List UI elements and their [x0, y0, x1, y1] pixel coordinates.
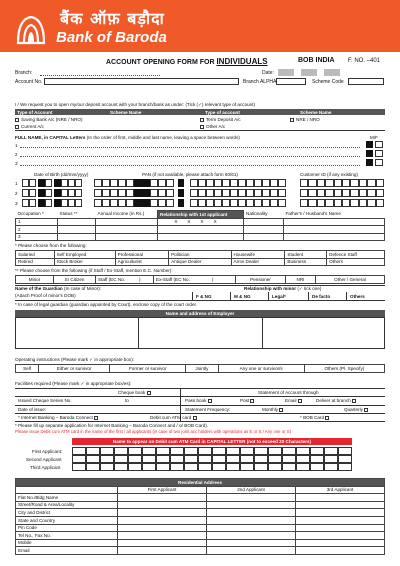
- gender-box-1[interactable]: [366, 141, 373, 148]
- residential-cell[interactable]: [296, 509, 385, 517]
- status-option-staff[interactable]: Staff (EC No. ): [96, 276, 154, 284]
- branch-alpha-label: Branch ALPHA: [243, 79, 277, 85]
- residential-cell[interactable]: [296, 532, 385, 540]
- relationship-marks: XXXX: [158, 218, 244, 226]
- operating-options-table: [15, 364, 385, 373]
- gender-box-2b[interactable]: [375, 150, 383, 157]
- status-option-nri[interactable]: NRI: [286, 276, 316, 284]
- occupation-option[interactable]: Retired: [16, 258, 55, 266]
- occupation-option[interactable]: Defence Staff: [327, 251, 385, 259]
- occupation-option[interactable]: Antique Dealer: [169, 258, 231, 266]
- residential-row-label: Flat No./Bldg Name: [16, 494, 118, 502]
- occupation-header: Occupation *: [17, 211, 44, 217]
- residential-row-label: Tel No., Fax No.: [16, 532, 118, 540]
- other-account-checkbox[interactable]: [200, 125, 204, 129]
- occupation-option[interactable]: Agriculturist: [115, 258, 168, 266]
- occupation-option[interactable]: Housewife: [231, 251, 285, 259]
- occupation-option[interactable]: Business: [285, 258, 327, 266]
- occupation-row-num: 1: [16, 218, 58, 226]
- gender-box-3b[interactable]: [375, 159, 383, 166]
- separate-application-note: * Please fill up separate application for Internet Banking – Baroda Connect and / or BOB Card).: [15, 423, 209, 428]
- residential-second: 2nd Applicant: [207, 486, 296, 494]
- occupation-option[interactable]: Student: [285, 251, 327, 259]
- dob-row-num: 2: [15, 191, 18, 196]
- residential-cell[interactable]: [207, 532, 296, 540]
- residential-cell[interactable]: [207, 494, 296, 502]
- residential-row: [16, 532, 385, 540]
- status-options-table: [15, 275, 385, 284]
- residential-cell[interactable]: [118, 547, 207, 555]
- deliver-branch-option[interactable]: Deliver at branch: [316, 398, 358, 403]
- cheque-series-to: to: [125, 398, 129, 403]
- residential-row-label: Mobile: [16, 539, 118, 547]
- residential-cell[interactable]: [118, 532, 207, 540]
- residential-row: [16, 539, 385, 547]
- customer-id-label: Customer ID (if any existing): [300, 172, 358, 177]
- debit-card-issue-note: Please issue Debit cum ATM card in the name of the first / all applicants (in case of two joint acc holders with operations as E or S / Any one or S): [15, 429, 292, 434]
- guardian-relationship-option[interactable]: M & NG: [234, 293, 251, 299]
- residential-row-label: State and Country: [16, 516, 118, 524]
- residential-cell[interactable]: [207, 539, 296, 547]
- residential-cell[interactable]: [207, 501, 296, 509]
- form-number: F. NO. –401: [348, 58, 381, 64]
- bob-card-option[interactable]: * BOB Card: [300, 415, 331, 420]
- income-header: Annual Income (in Rs.): [97, 211, 145, 217]
- current-account-option[interactable]: Current A/c: [15, 124, 44, 129]
- residential-cell[interactable]: [296, 539, 385, 547]
- email-checkbox[interactable]: [298, 399, 302, 403]
- country-code: BOB INDIA: [298, 57, 335, 64]
- residential-row-label: City and District: [16, 509, 118, 517]
- occupation-option[interactable]: Politician: [169, 251, 231, 259]
- other-account-option[interactable]: Other A/c: [200, 124, 225, 129]
- guardian-relationship-option[interactable]: Others: [350, 293, 365, 299]
- scheme-code-label: Scheme Code: [312, 79, 344, 85]
- residential-cell[interactable]: [207, 524, 296, 532]
- fullname-label: FULL NAME, in CAPITAL Letters (In the order of first, middle and last name, leaving a space between words): [15, 135, 240, 140]
- residential-cell[interactable]: [296, 547, 385, 555]
- pass-book-option[interactable]: Pass book: [185, 398, 214, 403]
- operating-option[interactable]: Others (Pl. Specify): [304, 365, 384, 373]
- term-deposit-checkbox[interactable]: [200, 118, 204, 122]
- scheme-code-field[interactable]: [348, 78, 384, 85]
- monthly-option[interactable]: Monthly: [262, 407, 285, 412]
- bank-logo-icon: [14, 13, 48, 47]
- term-deposit-option[interactable]: Term Deposit A/c: [200, 117, 241, 122]
- status-header: Status **: [59, 211, 78, 217]
- residential-cell[interactable]: [207, 516, 296, 524]
- pan-label: PAN (if not available, please attach form 60/61): [142, 172, 238, 177]
- request-text: I / We request you to open my/our deposit account with your branch/bank as under: (Tick (✓) relevant type of account): [15, 102, 256, 107]
- debit-card-option[interactable]: Debit cum ATM card: [150, 415, 199, 420]
- occupation-option[interactable]: Arms Dealer: [231, 258, 285, 266]
- nre-nro-option[interactable]: NRE / NRO: [290, 117, 320, 122]
- residential-row: [16, 516, 385, 524]
- savings-checkbox[interactable]: [15, 118, 19, 122]
- bank-name-hindi: बैंक ऑफ़ बड़ौदा: [60, 9, 165, 28]
- guardian-label: Name of the Guardian (In case of Minor):: [15, 286, 102, 291]
- date-year-field[interactable]: [324, 69, 340, 76]
- branch-alpha-field[interactable]: [276, 78, 306, 85]
- type-of-account-header-2: Type of account: [205, 109, 240, 115]
- occupation-row-num: 3: [16, 233, 58, 241]
- residential-cell[interactable]: [118, 524, 207, 532]
- mf-label: M/F: [370, 135, 378, 140]
- residential-cell[interactable]: [296, 524, 385, 532]
- residential-row: [16, 494, 385, 502]
- branch-label: Branch:: [15, 70, 33, 76]
- email-option[interactable]: Email: [285, 398, 304, 403]
- cheque-book-checkbox[interactable]: [147, 391, 151, 395]
- form-title: ACCOUNT OPENING FORM FOR INDIVIDUALS: [106, 57, 268, 66]
- occupation-option[interactable]: Stock Broker: [54, 258, 115, 266]
- status-option-sr-citizen[interactable]: Sr Citizen: [54, 276, 96, 284]
- operating-option[interactable]: Jointly: [186, 365, 218, 373]
- residential-row-label: Street/Road & Area/Locality: [16, 501, 118, 509]
- savings-account-option[interactable]: Saving Bank A/c (NRE / NRO): [15, 117, 83, 122]
- statement-label: Statement of Account through: [258, 390, 319, 395]
- residential-row-label: Email: [16, 547, 118, 555]
- operating-option[interactable]: Any one or survivor/s: [218, 365, 304, 373]
- status-option-minor[interactable]: Minor: [16, 276, 54, 284]
- cheque-series-label: Issued Cheque Series No.: [18, 398, 72, 403]
- residential-cell[interactable]: [118, 501, 207, 509]
- status-choose-label: ** Please choose from the following (if Staff / Ex-Staff, mention E.C. Number):: [15, 268, 173, 273]
- residential-first: First Applicant: [118, 486, 207, 494]
- status-option-pensioner[interactable]: Pensioner: [236, 276, 286, 284]
- cheque-book-option[interactable]: Cheque book: [118, 390, 153, 395]
- residential-row: [16, 547, 385, 555]
- relationship-minor-label: Relationship with minor (✓ tick one): [244, 286, 322, 291]
- residential-header: Residential Address: [16, 479, 385, 487]
- residential-corner: [16, 486, 118, 494]
- occupation-table: [15, 210, 385, 241]
- fullname-row-num: 3: [15, 161, 18, 166]
- residential-row: [16, 501, 385, 509]
- residential-cell[interactable]: [207, 547, 296, 555]
- residential-cell[interactable]: [296, 516, 385, 524]
- bank-name: Bank of Baroda: [56, 29, 167, 46]
- attach-proof-label: (Attach Proof of minor's DOB): [15, 293, 76, 298]
- operating-label: Operating instructions (Please mark ✓ in appropriate box):: [15, 357, 135, 362]
- dob-label: Date of Birth (dd/mm/yyyy): [34, 172, 89, 177]
- debit-card-checkbox[interactable]: [193, 416, 197, 420]
- occupation-row-num: 2: [16, 226, 58, 234]
- residential-row: [16, 509, 385, 517]
- account-no-label: Account No.: [15, 79, 43, 85]
- occupation-option[interactable]: Self Employed: [54, 251, 115, 259]
- post-option[interactable]: Post: [240, 398, 256, 403]
- atm-third-label: Third Applicant: [30, 465, 61, 470]
- residential-address-table: [15, 478, 385, 555]
- operating-option[interactable]: Former or survivor: [110, 365, 186, 373]
- atm-first-label: First Applicant:: [32, 449, 63, 454]
- dob-row-num: 3: [15, 201, 18, 206]
- residential-cell[interactable]: [207, 509, 296, 517]
- current-checkbox[interactable]: [15, 125, 19, 129]
- quarterly-checkbox[interactable]: [364, 408, 368, 412]
- occupation-option[interactable]: Salaried: [16, 251, 55, 259]
- nre-nro-checkbox[interactable]: [290, 118, 294, 122]
- gender-box-2[interactable]: [366, 150, 373, 157]
- residential-cell[interactable]: [296, 501, 385, 509]
- employer-header: Name and address of Employer: [15, 310, 385, 317]
- scheme-name-header: Scheme Name: [110, 109, 142, 115]
- date-day-field[interactable]: [278, 69, 294, 76]
- date-label: Date:: [262, 70, 274, 76]
- relationship-header: Relationship with 1st applicant: [158, 211, 244, 219]
- statement-frequency-label: Statement Frequency:: [185, 407, 231, 412]
- post-checkbox[interactable]: [250, 399, 254, 403]
- nationality-header: Nationality: [246, 211, 268, 217]
- scheme-name-header-2: Scheme Name: [300, 109, 332, 115]
- facilities-label: Facilities required (Please mark ✓ in appropriate box/es):: [15, 381, 132, 386]
- date-month-field[interactable]: [301, 69, 317, 76]
- quarterly-option[interactable]: Quarterly: [344, 407, 370, 412]
- operating-option[interactable]: Either or survivor: [39, 365, 110, 373]
- guardian-relationship-option[interactable]: F & NG: [196, 293, 212, 299]
- guardian-relationship-option[interactable]: De facto: [312, 293, 331, 299]
- residential-cell[interactable]: [118, 494, 207, 502]
- residential-third: 3rd Applicant: [296, 486, 385, 494]
- guardian-relationship-option[interactable]: Legal*: [272, 293, 286, 299]
- residential-cell[interactable]: [118, 516, 207, 524]
- gender-box-3[interactable]: [366, 159, 373, 166]
- employer-box[interactable]: [15, 317, 385, 349]
- occupation-options-table: [15, 250, 385, 266]
- occupation-choose-label: * Please choose from the following:: [15, 243, 87, 248]
- fullname-row-num: 1: [15, 143, 18, 148]
- occupation-option[interactable]: Others: [327, 258, 385, 266]
- bob-card-checkbox[interactable]: [325, 416, 329, 420]
- legal-guardian-note: * In case of legal guardian (guardian appointed by Court), enclose copy of the court order.: [15, 302, 198, 307]
- status-option-ex-staff[interactable]: Ex-Staff (EC No. ): [154, 276, 236, 284]
- internet-banking-option[interactable]: * Internet Banking – Baroda Connect: [18, 415, 100, 420]
- status-option-general[interactable]: Other / General: [316, 276, 385, 284]
- internet-banking-checkbox[interactable]: [94, 416, 98, 420]
- residential-cell[interactable]: [118, 509, 207, 517]
- fullname-row-num: 2: [15, 152, 18, 157]
- type-of-account-header: Type of Account: [17, 109, 53, 115]
- pass-book-checkbox[interactable]: [208, 399, 212, 403]
- gender-box-1b[interactable]: [375, 141, 383, 148]
- deliver-branch-checkbox[interactable]: [352, 399, 356, 403]
- dob-row-num: 1: [15, 181, 18, 186]
- occupation-option[interactable]: Professional: [115, 251, 168, 259]
- residential-cell[interactable]: [296, 494, 385, 502]
- residential-row: [16, 524, 385, 532]
- residential-row-label: Pin Code: [16, 524, 118, 532]
- operating-option[interactable]: Self: [16, 365, 39, 373]
- atm-card-name-header: Name to appear on Debit cum ATM Card in CAPITAL LETTER (not to exceed 20 Characters): [72, 438, 352, 445]
- account-no-field[interactable]: [44, 78, 239, 85]
- residential-cell[interactable]: [118, 539, 207, 547]
- father-name-header: Father's / Husband's Name: [285, 211, 341, 217]
- monthly-checkbox[interactable]: [279, 408, 283, 412]
- date-of-issue-label: Date of issue:: [18, 407, 47, 412]
- atm-second-label: Second Applicant: [26, 457, 62, 462]
